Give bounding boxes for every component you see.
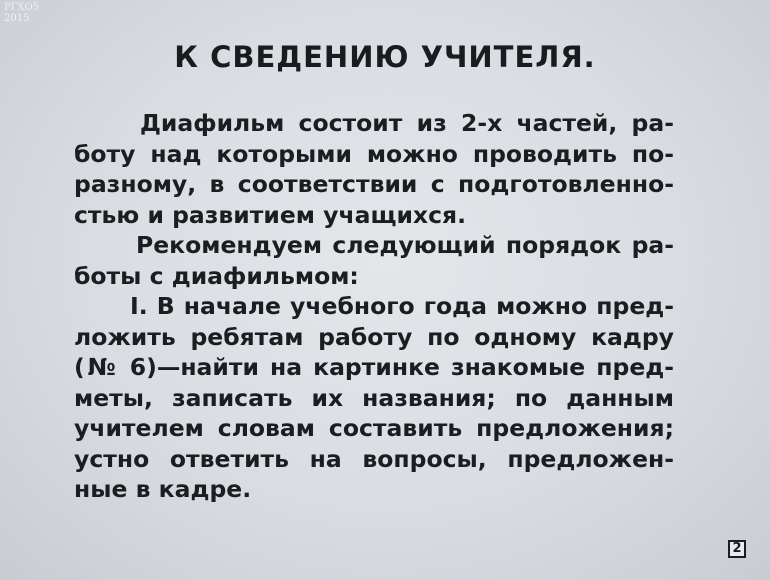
watermark-line: РГХО5 bbox=[4, 2, 40, 13]
page-number-badge: 2 bbox=[728, 540, 746, 558]
text-line: меты, записать их названия; по данным bbox=[74, 383, 674, 412]
text-line: учителем словам составить предложения; bbox=[74, 414, 674, 442]
watermark bbox=[4, 2, 39, 24]
body-text bbox=[74, 108, 674, 505]
page-title: К СВЕДЕНИЮ УЧИТЕЛЯ. bbox=[174, 40, 596, 74]
watermark-line: 2015 bbox=[4, 13, 30, 24]
text-line: разному, в соответствии с подготовленно- bbox=[74, 170, 674, 198]
text-line: Диафильм состоит из 2-х частей, ра- bbox=[140, 109, 674, 137]
text-line: боту над которыми можно проводить по- bbox=[74, 139, 674, 168]
text-line: устно ответить на вопросы, предложен- bbox=[74, 444, 674, 473]
text-line: стью и развитием учащихся. bbox=[74, 200, 467, 229]
text-line: ложить ребятам работу по одному кадру bbox=[74, 322, 674, 351]
text-line: Рекомендуем следующий порядок ра- bbox=[136, 231, 674, 259]
text-line: (№ 6)—найти на картинке знакомые пред- bbox=[74, 353, 674, 381]
text-line: боты с диафильмом: bbox=[74, 261, 359, 290]
text-line: ные в кадре. bbox=[74, 475, 252, 503]
text-line: I. В начале учебного года можно пред- bbox=[130, 292, 674, 320]
